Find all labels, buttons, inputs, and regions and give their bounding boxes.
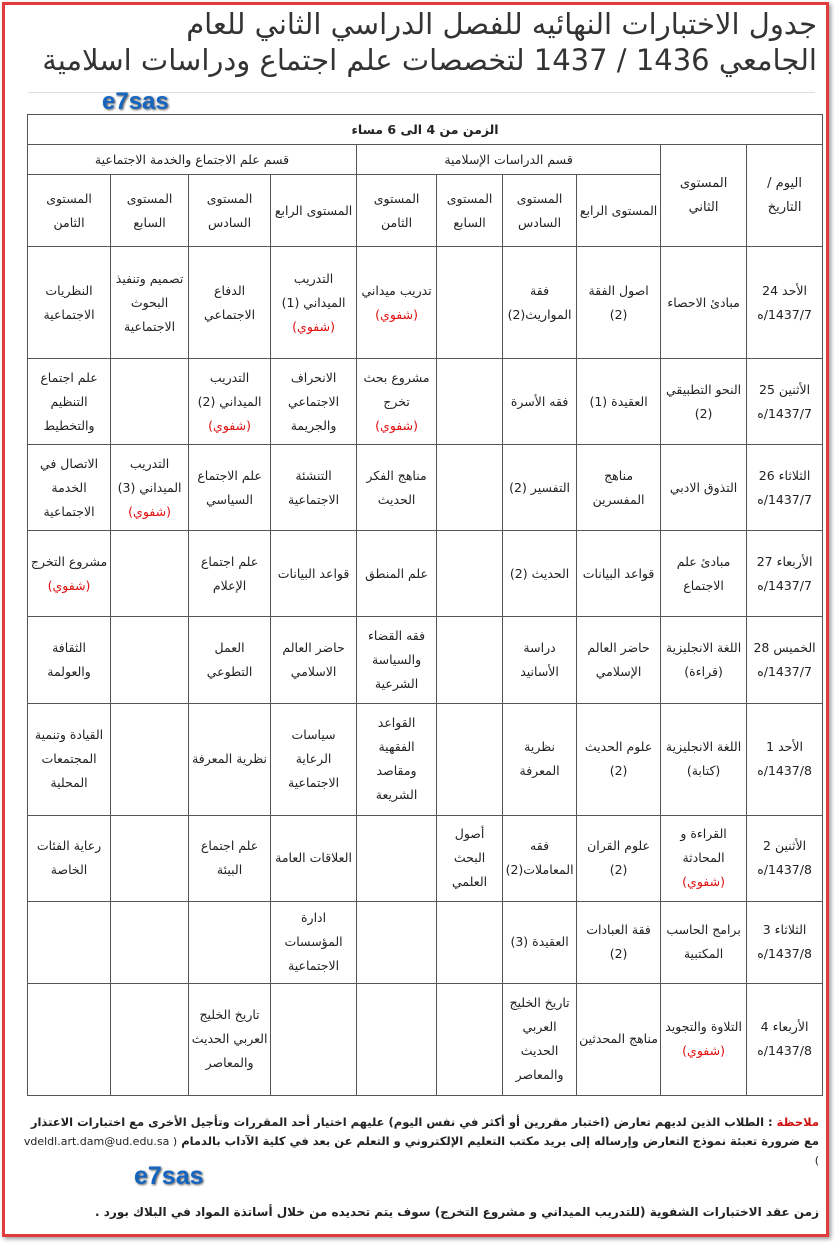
course-name: الاتصال في الخدمة الاجتماعية: [39, 455, 99, 519]
course-name: العقيدة (3): [510, 934, 569, 950]
level-header: المستوى الثامن: [28, 175, 111, 247]
course-name: علم اجتماع التنظيم والتخطيط: [40, 369, 98, 433]
course-name: فقة العبادات (2): [586, 922, 651, 962]
exam-cell: [271, 359, 357, 445]
course-name: مشروع بحث تخرج: [363, 369, 430, 409]
dept-social-header: قسم علم الاجتماع والخدمة الاجتماعية: [28, 145, 357, 175]
exam-cell: [503, 247, 577, 359]
exam-cell: [271, 983, 357, 1095]
exam-cell: [357, 815, 437, 901]
oral-tag: (شفوي): [375, 417, 418, 433]
exam-cell: [189, 445, 271, 531]
exam-cell: [189, 703, 271, 815]
course-name: علم الاجتماع السياسي: [197, 467, 262, 507]
footer-note: زمن عقد الاختبارات الشفوية (للتدريب الميداني و مشروع التخرج) سوف يتم تحديده من خلال أساتذة المواد في البلاك بورد .: [95, 1205, 819, 1219]
date-label: 1437/7/ه: [757, 663, 812, 679]
exam-schedule-table: [27, 114, 823, 1096]
course-name: أصول البحث العلمي: [452, 826, 488, 890]
table-row: [28, 359, 823, 445]
table-row: [28, 901, 823, 983]
exam-cell: [503, 703, 577, 815]
course-name: العلاقات العامة: [275, 850, 352, 866]
course-name: الثقافة والعولمة: [47, 639, 91, 679]
level-header: المستوى الرابع: [271, 175, 357, 247]
table-row: [28, 703, 823, 815]
exam-cell: [28, 617, 111, 703]
exam-cell: [189, 531, 271, 617]
exam-cell: [577, 617, 661, 703]
exam-cell: [28, 983, 111, 1095]
exam-cell: [503, 359, 577, 445]
date-label: 1437/8/ه: [757, 946, 812, 962]
level2-header: المستوى الثاني: [661, 145, 747, 247]
day-cell: [747, 359, 823, 445]
level-header: المستوى السادس: [189, 175, 271, 247]
exam-cell: [357, 531, 437, 617]
day-cell: [747, 617, 823, 703]
exam-cell: [28, 815, 111, 901]
exam-cell: [437, 983, 503, 1095]
exam-cell: [661, 901, 747, 983]
course-name: التنشئة الاجتماعية: [288, 467, 340, 507]
course-name: رعاية الفئات الخاصة: [36, 838, 102, 878]
course-name: النظريات الاجتماعية: [43, 282, 95, 322]
exam-cell: [661, 445, 747, 531]
exam-cell: [503, 445, 577, 531]
course-name: قواعد البيانات: [277, 565, 350, 581]
exam-cell: [271, 247, 357, 359]
day-header: اليوم / التاريخ: [747, 145, 823, 247]
course-name: الانحراف الاجتماعي والجريمة: [288, 369, 340, 433]
course-name: تاريخ الخليج العربي الحديث والمعاصر: [191, 1007, 268, 1071]
date-label: 1437/8/ه: [757, 862, 812, 878]
title-line-2: الجامعي 1436 / 1437 لتخصصات علم اجتماع ودراسات اسلامية: [42, 43, 817, 77]
course-name: ادارة المؤسسات الاجتماعية: [284, 910, 343, 974]
note-label: ملاحظة: [776, 1115, 819, 1129]
course-name: التدريب الميداني (3): [117, 455, 182, 495]
exam-cell: [28, 703, 111, 815]
exam-cell: [357, 617, 437, 703]
course-name: علوم القران (2): [587, 838, 651, 878]
day-cell: [747, 445, 823, 531]
oral-tag: (شفوي): [47, 577, 91, 593]
course-name: سياسات الرعاية الاجتماعية: [288, 727, 340, 791]
course-name: قواعد البيانات: [582, 565, 655, 581]
exam-cell: [357, 445, 437, 531]
exam-cell: [189, 617, 271, 703]
course-name: الدفاع الاجتماعي: [204, 282, 256, 322]
exam-cell: [661, 703, 747, 815]
course-name: علوم الحديث (2): [584, 739, 653, 779]
course-name: مناهج الفكر الحديث: [366, 467, 427, 507]
course-name: نظرية المعرفة: [192, 751, 268, 767]
course-name: التذوق الادبي: [669, 479, 738, 495]
page-title: [17, 6, 817, 78]
exam-cell: [28, 359, 111, 445]
exam-cell: [111, 617, 189, 703]
exam-cell: [111, 815, 189, 901]
oral-tag: (شفوي): [128, 503, 171, 519]
exam-cell: [503, 983, 577, 1095]
course-name: تدريب ميداني: [361, 282, 432, 298]
exam-cell: [661, 617, 747, 703]
date-label: 1437/7/ه: [757, 491, 812, 507]
course-name: حاضر العالم الاسلامي: [282, 639, 345, 679]
date-label: 1437/7/ه: [757, 306, 812, 322]
day-label: الخميس 28: [753, 639, 816, 655]
exam-cell: [503, 617, 577, 703]
exam-cell: [577, 247, 661, 359]
day-label: الأحد 24: [762, 282, 807, 298]
exam-cell: [577, 531, 661, 617]
day-cell: [747, 531, 823, 617]
course-name: فقه القضاء والسياسة الشرعية: [368, 627, 426, 691]
exam-cell: [357, 359, 437, 445]
day-label: الأربعاء 27: [756, 553, 813, 569]
exam-cell: [357, 703, 437, 815]
note-text: : الطلاب الذين لديهم تعارض (اختبار مقررين أو أكثر في نفس اليوم) عليهم اختيار أحد المقررات وتأجيل الأخرى مع اختبارات الاعتذار مع ضرورة تعبئة نموذج التعارض وإرساله إلى بريد مكتب التعليم الإلكتروني و التعلم عن بعد في كلية الآداب بالدمام: [30, 1115, 819, 1148]
course-name: فقة المواريث(2): [507, 282, 572, 322]
level-header: المستوى السابع: [111, 175, 189, 247]
exam-cell: [437, 531, 503, 617]
day-label: الثلاثاء 3: [762, 922, 807, 938]
course-name: حاضر العالم الإسلامي: [587, 639, 650, 679]
exam-cell: [437, 247, 503, 359]
exam-cell: [189, 901, 271, 983]
exam-cell: [661, 983, 747, 1095]
course-name: القواعد الفقهية ومقاصد الشريعة: [375, 715, 418, 803]
exam-cell: [271, 901, 357, 983]
table-row: [28, 983, 823, 1095]
oral-tag: (شفوي): [682, 874, 725, 890]
exam-cell: [437, 815, 503, 901]
course-name: العقيدة (1): [589, 393, 648, 409]
exam-cell: [437, 703, 503, 815]
course-name: التفسير (2): [509, 479, 570, 495]
oral-tag: (شفوي): [292, 318, 335, 334]
exam-cell: [189, 815, 271, 901]
day-cell: [747, 983, 823, 1095]
exam-cell: [661, 815, 747, 901]
course-name: برامج الحاسب المكتبية: [666, 922, 741, 962]
exam-cell: [111, 901, 189, 983]
exam-cell: [189, 247, 271, 359]
title-line-1: جدول الاختبارات النهائيه للفصل الدراسي الثاني للعام: [186, 7, 817, 41]
level-header: المستوى السابع: [437, 175, 503, 247]
exam-cell: [111, 247, 189, 359]
exam-cell: [271, 703, 357, 815]
oral-tag: (شفوي): [208, 417, 251, 433]
table-row: [28, 531, 823, 617]
day-label: الأثنين 2: [763, 838, 807, 854]
course-name: التلاوة والتجويد: [665, 1019, 742, 1035]
exam-cell: [437, 617, 503, 703]
course-name: تصميم وتنفيذ البحوث الاجتماعية: [115, 270, 184, 334]
exam-cell: [437, 359, 503, 445]
exam-cell: [577, 901, 661, 983]
exam-cell: [357, 247, 437, 359]
course-name: النحو التطبيقي (2): [665, 381, 742, 421]
course-name: علم اجتماع الإعلام: [200, 553, 259, 593]
exam-cell: [577, 983, 661, 1095]
exam-cell: [28, 531, 111, 617]
exam-cell: [357, 901, 437, 983]
exam-cell: [111, 703, 189, 815]
course-name: اصول الفقة (2): [588, 282, 649, 322]
exam-cell: [271, 617, 357, 703]
exam-cell: [271, 531, 357, 617]
exam-cell: [661, 247, 747, 359]
exam-cell: [111, 445, 189, 531]
exam-cell: [111, 531, 189, 617]
exam-cell: [271, 445, 357, 531]
date-label: 1437/7/ه: [757, 405, 812, 421]
table-row: [28, 247, 823, 359]
day-cell: [747, 815, 823, 901]
course-name: فقه المعاملات(2): [505, 838, 574, 878]
course-name: اللغة الانجليزية (قراءة): [665, 639, 742, 679]
course-name: مناهج المفسرين: [592, 467, 645, 507]
exam-cell: [111, 983, 189, 1095]
level-header: المستوى السادس: [503, 175, 577, 247]
exam-cell: [189, 983, 271, 1095]
date-label: 1437/8/ه: [757, 1043, 812, 1059]
table-row: [28, 445, 823, 531]
watermark-bottom: e7sas: [134, 1162, 204, 1190]
course-name: مناهج المحدثين: [579, 1031, 658, 1047]
exam-cell: [28, 901, 111, 983]
exam-cell: [577, 703, 661, 815]
exam-cell: [28, 247, 111, 359]
watermark: e7sas: [102, 88, 169, 115]
course-name: القيادة وتنمية المجتمعات المحلية: [34, 727, 104, 791]
course-name: اللغة الانجليزية (كتابة): [665, 739, 742, 779]
exam-cell: [437, 445, 503, 531]
oral-tag: (شفوي): [682, 1043, 725, 1059]
day-cell: [747, 703, 823, 815]
dept-islamic-header: قسم الدراسات الإسلامية: [357, 145, 661, 175]
exam-cell: [503, 531, 577, 617]
day-cell: [747, 901, 823, 983]
exam-cell: [661, 359, 747, 445]
day-label: الأحد 1: [766, 739, 803, 755]
exam-cell: [503, 815, 577, 901]
course-name: علم اجتماع البيئة: [200, 838, 259, 878]
day-label: الأثنين 25: [759, 381, 811, 397]
course-name: دراسة الأسانيد: [520, 639, 559, 679]
day-cell: [747, 247, 823, 359]
table-row: [28, 617, 823, 703]
exam-cell: [437, 901, 503, 983]
course-name: علم المنطق: [365, 565, 428, 581]
date-label: 1437/7/ه: [757, 577, 812, 593]
exam-cell: [577, 815, 661, 901]
course-name: نظرية المعرفة: [519, 739, 560, 779]
table-row: [28, 815, 823, 901]
course-name: العمل التطوعي: [206, 639, 253, 679]
course-name: مبادئ الاحصاء: [667, 294, 740, 310]
date-label: 1437/8/ه: [757, 763, 812, 779]
level-header: المستوى الرابع: [577, 175, 661, 247]
exam-cell: [577, 445, 661, 531]
oral-tag: (شفوي): [375, 306, 418, 322]
course-name: مبادئ علم الاجتماع: [676, 553, 731, 593]
exam-cell: [661, 531, 747, 617]
time-header: الزمن من 4 الى 6 مساء: [28, 115, 823, 145]
course-name: مشروع التخرج: [30, 553, 108, 569]
exam-cell: [271, 815, 357, 901]
course-name: الحديث (2): [509, 565, 570, 581]
exam-cell: [28, 445, 111, 531]
day-label: الثلاثاء 26: [758, 467, 811, 483]
exam-cell: [577, 359, 661, 445]
course-name: تاريخ الخليج العربي الحديث والمعاصر: [509, 995, 570, 1083]
level-header: المستوى الثامن: [357, 175, 437, 247]
exam-cell: [189, 359, 271, 445]
course-name: القراءة و المحادثة: [680, 826, 727, 866]
course-name: التدريب الميداني (2): [197, 369, 262, 409]
course-name: فقه الأسرة: [510, 393, 569, 409]
exam-cell: [357, 983, 437, 1095]
exam-cell: [111, 359, 189, 445]
course-name: التدريب الميداني (1): [281, 270, 346, 310]
note-email: ( vdeldl.art.dam@ud.edu.sa ): [23, 1135, 819, 1167]
day-label: الأربعاء 4: [760, 1019, 809, 1035]
exam-cell: [503, 901, 577, 983]
